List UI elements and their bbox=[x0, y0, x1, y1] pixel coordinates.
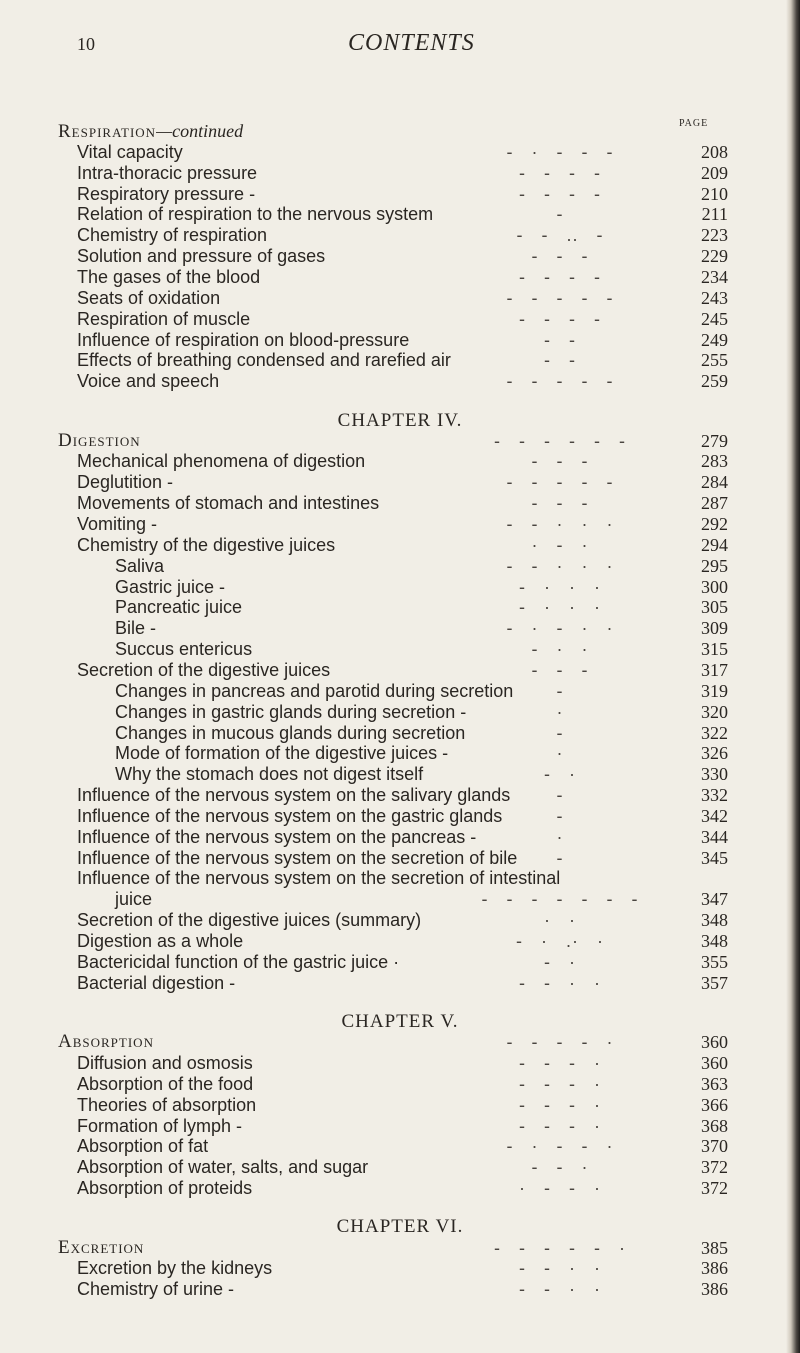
entry-title: Bile - bbox=[115, 618, 157, 639]
leader-dots: - bbox=[556, 805, 564, 826]
leader-dots: - - · · bbox=[519, 972, 601, 993]
page-ref: 348 bbox=[701, 910, 728, 931]
entry-title: Secretion of the digestive juices (summary) bbox=[77, 910, 422, 931]
page-ref: 370 bbox=[701, 1136, 728, 1157]
leader-dots: - - bbox=[544, 350, 576, 371]
page-ref: 357 bbox=[701, 972, 728, 993]
leader-dots: - - - - - - - bbox=[481, 889, 639, 910]
entry-title: Movements of stomach and intestines bbox=[77, 493, 380, 514]
page-ref: 344 bbox=[701, 826, 728, 847]
page-ref: 309 bbox=[701, 618, 728, 639]
page-ref: 300 bbox=[701, 576, 728, 597]
entry-title: Vomiting - bbox=[77, 514, 158, 535]
leader-dots: · bbox=[556, 701, 564, 722]
leader-dots: - - - - - · bbox=[494, 1237, 626, 1258]
leader-dots: - - bbox=[544, 329, 576, 350]
leader-dots: · bbox=[556, 743, 564, 764]
page-ref: 360 bbox=[701, 1032, 728, 1053]
leader-dots: - - - · bbox=[519, 1052, 601, 1073]
entry-title: Seats of oxidation bbox=[77, 287, 221, 308]
toc-entry bbox=[0, 369, 800, 393]
leader-dots: - - · · · bbox=[506, 555, 614, 576]
leader-dots: - - - - bbox=[519, 266, 601, 287]
entry-title: Chemistry of respiration bbox=[77, 225, 268, 246]
page-ref: 386 bbox=[701, 1258, 728, 1279]
page-ref: 210 bbox=[701, 183, 728, 204]
section-title: Digestion bbox=[58, 429, 141, 451]
leader-dots: - bbox=[556, 680, 564, 701]
leader-dots: - - - · bbox=[519, 1094, 601, 1115]
page-ref: 279 bbox=[701, 430, 728, 451]
entry-title: Chemistry of urine - bbox=[77, 1279, 235, 1300]
page-ref: 305 bbox=[701, 597, 728, 618]
entry-title: Influence of the nervous system on the salivary glands bbox=[77, 785, 511, 806]
leader-dots: - - - - bbox=[519, 308, 601, 329]
leader-dots: - · · · bbox=[519, 576, 601, 597]
entry-title: Influence of the nervous system on the pancreas - bbox=[77, 826, 477, 847]
toc-entry bbox=[0, 1176, 800, 1200]
page-ref: 292 bbox=[701, 514, 728, 535]
page-ref: 372 bbox=[701, 1178, 728, 1199]
page-ref: 345 bbox=[701, 847, 728, 868]
leader-dots: - bbox=[556, 204, 564, 225]
entry-title: Relation of respiration to the nervous system bbox=[77, 204, 434, 225]
entry-title: juice bbox=[115, 889, 153, 910]
entry-title: Secretion of the digestive juices bbox=[77, 659, 331, 680]
entry-title: Digestion as a whole bbox=[77, 931, 244, 952]
leader-dots: - - - - - - bbox=[494, 430, 626, 451]
page-ref: 255 bbox=[701, 350, 728, 371]
page-ref: 234 bbox=[701, 266, 728, 287]
leader-dots: - - · · bbox=[519, 1258, 601, 1279]
leader-dots: - - - bbox=[531, 493, 589, 514]
page-ref: 372 bbox=[701, 1157, 728, 1178]
page-column-label: PAGE bbox=[679, 118, 709, 129]
leader-dots: - - - - bbox=[519, 162, 601, 183]
toc-entry bbox=[0, 971, 800, 995]
entry-title: Succus entericus bbox=[115, 639, 253, 660]
page-ref: 223 bbox=[701, 225, 728, 246]
entry-title: Intra-thoracic pressure bbox=[77, 162, 258, 183]
leader-dots: - - · bbox=[531, 1157, 589, 1178]
page-ref: 315 bbox=[701, 639, 728, 660]
leader-dots: · · bbox=[544, 910, 576, 931]
entry-title: Deglutition - bbox=[77, 472, 174, 493]
leader-dots: - - - bbox=[531, 451, 589, 472]
leader-dots: - · - · · bbox=[506, 618, 614, 639]
entry-title: Respiration of muscle bbox=[77, 308, 251, 329]
entry-title: Solution and pressure of gases bbox=[77, 246, 326, 267]
leader-dots: - - · · bbox=[519, 1279, 601, 1300]
page-ref: 243 bbox=[701, 287, 728, 308]
page-ref: 208 bbox=[701, 141, 728, 162]
page-number: 10 bbox=[77, 34, 95, 54]
continued-note: —continued bbox=[156, 121, 244, 141]
page-ref: 294 bbox=[701, 534, 728, 555]
leader-dots: - - .. - bbox=[516, 225, 604, 246]
entry-title: Changes in mucous glands during secretion bbox=[115, 722, 466, 743]
entry-title: Bactericidal function of the gastric juice · bbox=[77, 951, 400, 972]
entry-title: Changes in gastric glands during secretion - bbox=[115, 701, 467, 722]
page-ref: 229 bbox=[701, 246, 728, 267]
page-ref: 209 bbox=[701, 162, 728, 183]
entry-title: Why the stomach does not digest itself bbox=[115, 764, 424, 785]
entry-title: Mode of formation of the digestive juices - bbox=[115, 743, 449, 764]
leader-dots: - · .· · bbox=[516, 931, 604, 952]
entry-title: Effects of breathing condensed and rarefied air bbox=[77, 350, 451, 371]
leader-dots: - - - - - bbox=[506, 472, 614, 493]
leader-dots: - - · · · bbox=[506, 514, 614, 535]
leader-dots: - - - - · bbox=[506, 1032, 614, 1053]
page-ref: 386 bbox=[701, 1279, 728, 1300]
entry-title: Influence of the nervous system on the secretion of bile bbox=[77, 847, 518, 868]
page-ref: 319 bbox=[701, 680, 728, 701]
chapter-heading: CHAPTER IV. bbox=[337, 409, 463, 431]
section-title-text: Respiration bbox=[58, 121, 157, 142]
leader-dots: - · · · bbox=[519, 597, 601, 618]
page-ref: 332 bbox=[701, 785, 728, 806]
page-ref: 320 bbox=[701, 701, 728, 722]
entry-title: Influence of the nervous system on the gastric glands bbox=[77, 805, 503, 826]
leader-dots: - - - · bbox=[519, 1073, 601, 1094]
entry-title: Influence of the nervous system on the secretion of intestinal bbox=[77, 868, 561, 889]
leader-dots: · - - · bbox=[519, 1178, 601, 1199]
leader-dots: - · - - · bbox=[506, 1136, 614, 1157]
running-title: CONTENTS bbox=[348, 30, 475, 56]
leader-dots: - · bbox=[544, 951, 576, 972]
entry-title: Bacterial digestion - bbox=[77, 972, 236, 993]
entry-title: Respiratory pressure - bbox=[77, 183, 256, 204]
leader-dots: · - · bbox=[531, 534, 589, 555]
entry-title: Voice and speech bbox=[77, 371, 220, 392]
page-header bbox=[0, 30, 800, 74]
leader-dots: - - - bbox=[531, 246, 589, 267]
section-title: Excretion bbox=[58, 1236, 145, 1258]
page-ref: 295 bbox=[701, 555, 728, 576]
leader-dots: - - - - - bbox=[506, 287, 614, 308]
page-ref: 347 bbox=[701, 889, 728, 910]
page-ref: 287 bbox=[701, 493, 728, 514]
chapter-heading: CHAPTER VI. bbox=[336, 1216, 464, 1238]
entry-title: Absorption of the food bbox=[77, 1073, 254, 1094]
entry-title: Absorption of water, salts, and sugar bbox=[77, 1157, 369, 1178]
leader-dots: - · - - - bbox=[506, 141, 614, 162]
leader-dots: - bbox=[556, 847, 564, 868]
leader-dots: - · · bbox=[531, 639, 589, 660]
page-ref: 360 bbox=[701, 1052, 728, 1073]
entry-title: Absorption of fat bbox=[77, 1136, 209, 1157]
leader-dots: - - - - bbox=[519, 183, 601, 204]
page-ref: 342 bbox=[701, 805, 728, 826]
leader-dots: - - - · bbox=[519, 1115, 601, 1136]
entry-title: Pancreatic juice bbox=[115, 597, 243, 618]
page-ref: 368 bbox=[701, 1115, 728, 1136]
entry-title: The gases of the blood bbox=[77, 266, 261, 287]
page-ref: 355 bbox=[701, 951, 728, 972]
section-title: Absorption bbox=[58, 1031, 154, 1053]
page-ref: 249 bbox=[701, 329, 728, 350]
page-ref: 211 bbox=[701, 204, 728, 225]
page-ref: 363 bbox=[701, 1073, 728, 1094]
leader-dots: - - - bbox=[531, 659, 589, 680]
leader-dots: - bbox=[556, 722, 564, 743]
page-ref: 283 bbox=[701, 451, 728, 472]
entry-title: Excretion by the kidneys bbox=[77, 1258, 273, 1279]
page-ref: 259 bbox=[701, 371, 728, 392]
page-ref: 245 bbox=[701, 308, 728, 329]
page-ref: 284 bbox=[701, 472, 728, 493]
entry-title: Vital capacity bbox=[77, 141, 183, 162]
page-ref: 385 bbox=[701, 1237, 728, 1258]
entry-title: Mechanical phenomena of digestion bbox=[77, 451, 366, 472]
entry-title: Formation of lymph - bbox=[77, 1115, 243, 1136]
page-ref: 348 bbox=[701, 931, 728, 952]
leader-dots: - · bbox=[544, 764, 576, 785]
chapter-heading: CHAPTER V. bbox=[341, 1011, 459, 1033]
page-ref: 322 bbox=[701, 722, 728, 743]
page-ref: 330 bbox=[701, 764, 728, 785]
entry-title: Gastric juice - bbox=[115, 576, 226, 597]
entry-title: Chemistry of the digestive juices bbox=[77, 534, 336, 555]
entry-title: Absorption of proteids bbox=[77, 1178, 253, 1199]
page-ref: 326 bbox=[701, 743, 728, 764]
page-ref: 366 bbox=[701, 1094, 728, 1115]
page-ref: 317 bbox=[701, 659, 728, 680]
entry-title: Theories of absorption bbox=[77, 1094, 257, 1115]
toc-entry bbox=[0, 1277, 800, 1301]
leader-dots: · bbox=[556, 826, 564, 847]
leader-dots: - bbox=[556, 785, 564, 806]
entry-title: Saliva bbox=[115, 555, 165, 576]
leader-dots: - - - - - bbox=[506, 371, 614, 392]
entry-title: Diffusion and osmosis bbox=[77, 1052, 253, 1073]
entry-title: Changes in pancreas and parotid during secretion bbox=[115, 680, 514, 701]
entry-title: Influence of respiration on blood-pressure bbox=[77, 329, 410, 350]
